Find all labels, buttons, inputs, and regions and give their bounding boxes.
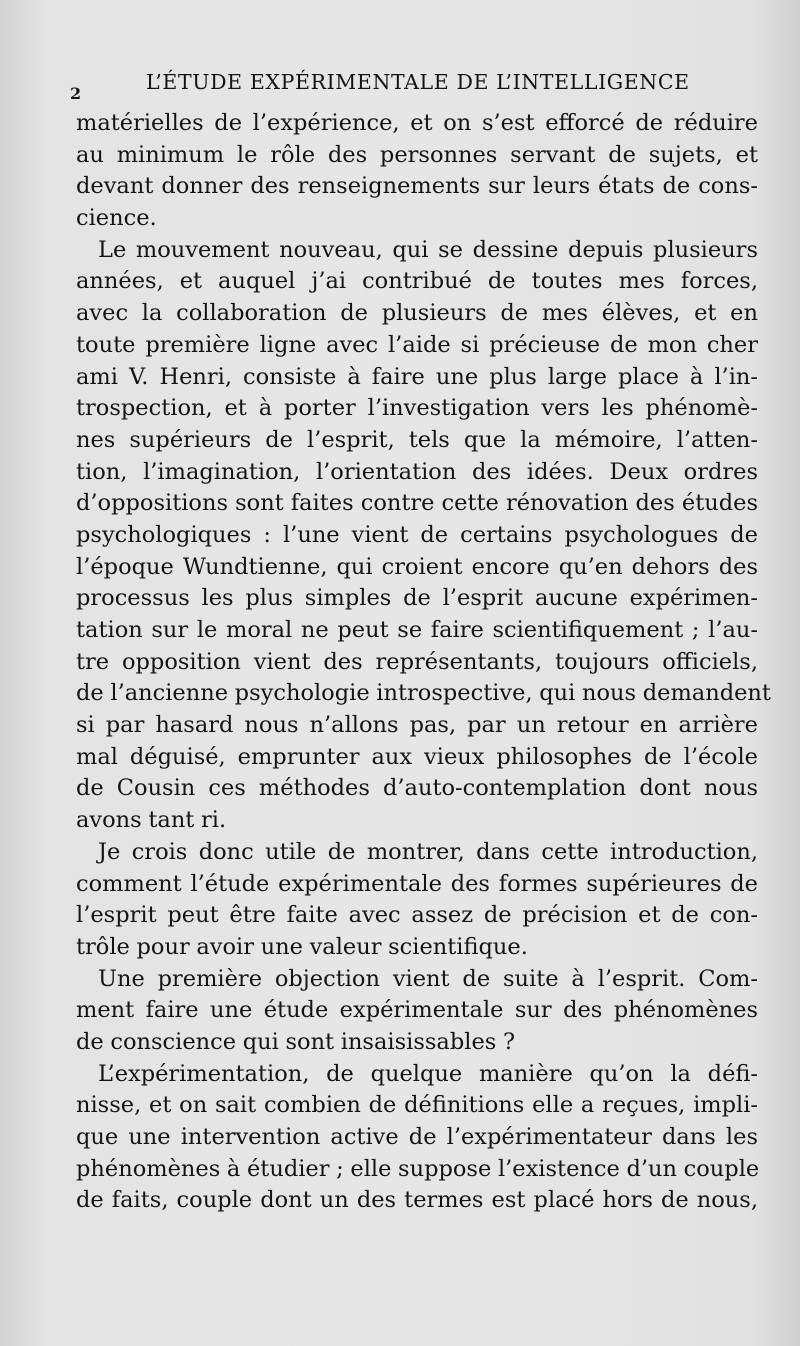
page-number: 2 (70, 84, 82, 103)
text-line: avec la collaboration de plusieurs de mes élèves, et en (76, 300, 758, 327)
text-line: au minimum le rôle des personnes servant de sujets, et (76, 141, 758, 168)
text-line: nes supérieurs de l’esprit, tels que la mémoire, l’atten- (76, 426, 758, 453)
text-line: comment l’étude expérimentale des formes supérieures de (76, 870, 758, 897)
text-line: tion, l’imagination, l’orientation des idées. Deux ordres (76, 458, 758, 485)
text-line: années, et auquel j’ai contribué de toutes mes forces, (76, 268, 758, 295)
text-line: devant donner des renseignements sur leurs états de cons- (76, 173, 758, 200)
text-line: cience. (76, 205, 157, 232)
text-line: phénomènes à étudier ; elle suppose l’existence d’un couple (76, 1155, 760, 1182)
text-line: processus les plus simples de l’esprit aucune expérimen- (76, 585, 758, 612)
paragraph-first-line: Le mouvement nouveau, qui se dessine depuis plusieurs (98, 236, 758, 263)
text-line: psychologiques : l’une vient de certains psychologues de (76, 521, 758, 548)
text-line: mal déguisé, emprunter aux vieux philosophes de l’école (76, 743, 758, 770)
text-line: l’esprit peut être faite avec assez de précision et de con- (76, 902, 758, 929)
running-title: L’ÉTUDE EXPÉRIMENTALE DE L’INTELLIGENCE (146, 70, 690, 94)
text-line: de faits, couple dont un des termes est placé hors de nous, (76, 1187, 758, 1214)
text-line: tation sur le moral ne peut se faire scientifiquement ; l’au- (76, 617, 758, 643)
text-line: toute première ligne avec l’aide si précieuse de mon cher (76, 331, 758, 358)
text-line: avons tant ri. (76, 807, 227, 834)
page-header (70, 70, 750, 104)
text-line: nisse, et on sait combien de définitions elle a reçues, impli- (76, 1092, 758, 1119)
text-line: d’oppositions sont faites contre cette rénovation des études (76, 490, 758, 517)
text-line: trôle pour avoir une valeur scientifique. (76, 933, 528, 960)
body-text (76, 108, 771, 1217)
text-line: que une intervention active de l’expérimentateur dans les (76, 1124, 758, 1150)
text-line: de conscience qui sont insaisissables ? (76, 1028, 516, 1055)
text-line: de Cousin ces méthodes d’auto-contemplation dont nous (76, 775, 758, 802)
text-line: matérielles de l’expérience, et on s’est efforcé de réduire (76, 110, 758, 136)
text-line: trospection, et à porter l’investigation vers les phénomè- (76, 395, 758, 422)
paragraph-first-line: L’expérimentation, de quelque manière qu’on la défi- (98, 1060, 758, 1087)
text-line: de l’ancienne psychologie introspective, qui nous demandent (76, 680, 771, 707)
paragraph-first-line: Je crois donc utile de montrer, dans cette introduction, (98, 838, 758, 865)
paragraph-first-line: Une première objection vient de suite à l’esprit. Com- (98, 965, 758, 992)
text-line: ment faire une étude expérimentale sur des phénomènes (76, 997, 758, 1024)
text-line: l’époque Wundtienne, qui croient encore qu’en dehors des (76, 553, 758, 580)
text-line: ami V. Henri, consiste à faire une plus large place à l’in- (76, 363, 758, 390)
text-line: tre opposition vient des représentants, toujours officiels, (76, 648, 758, 675)
text-line: si par hasard nous n’allons pas, par un retour en arrière (76, 712, 758, 739)
